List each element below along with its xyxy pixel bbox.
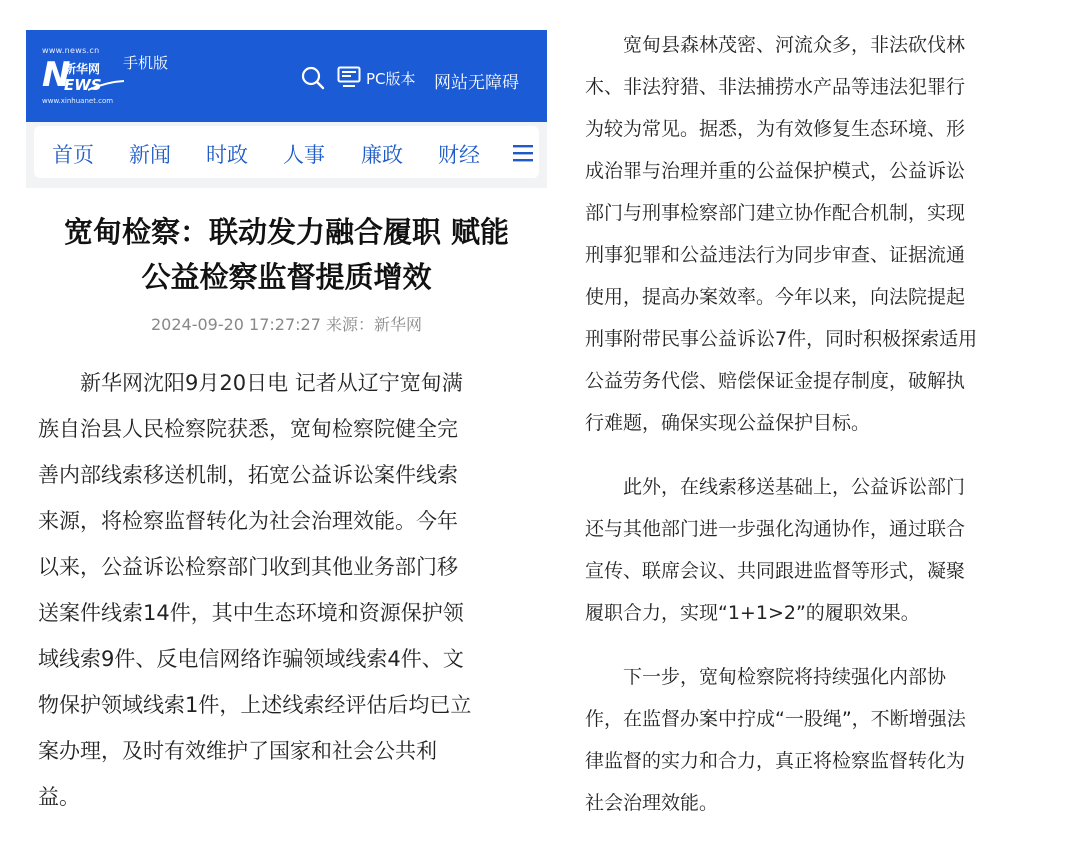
paragraph-line: 律监督的实力和合力，真正将检察监督转化为	[585, 750, 966, 772]
article-paragraph-2	[585, 24, 977, 444]
monitor-icon[interactable]	[337, 66, 361, 88]
publish-timestamp: 2024-09-20 17:27:27	[150, 315, 321, 334]
accessibility-link[interactable]: 网站无障碍	[434, 73, 519, 93]
paragraph-line: 为较为常见。据悉，为有效修复生态环境、形	[585, 118, 966, 140]
paragraph-line: 善内部线索移送机制，拓宽公益诉讼案件线索	[38, 463, 458, 487]
paragraph-line: 物保护领域线索1件，上述线索经评估后均已立	[38, 693, 472, 717]
paragraph-line: 宣传、联席会议、共同跟进监督等形式，凝聚	[585, 560, 966, 582]
article-meta	[26, 312, 547, 335]
paragraph-line: 域线索9件、反电信网络诈骗领域线索4件、文	[38, 647, 464, 671]
nav-item-finance[interactable]: 财经	[438, 143, 480, 167]
paragraph-line: 行难题，确保实现公益保护目标。	[585, 412, 871, 434]
nav-item-politics[interactable]: 时政	[206, 143, 248, 167]
nav-item-integrity[interactable]: 廉政	[361, 143, 403, 167]
nav-item-personnel[interactable]: 人事	[283, 143, 325, 167]
pc-version-link[interactable]: PC版本	[366, 70, 416, 88]
mobile-article-screenshot	[26, 30, 547, 809]
paragraph-line: 使用，提高办案效率。今年以来，向法院提起	[585, 286, 966, 308]
logo-url-top: www.news.cn	[42, 46, 100, 55]
paragraph-line: 宽甸县森林茂密、河流众多，非法砍伐林	[585, 34, 966, 56]
paragraph-line: 送案件线索14件，其中生态环境和资源保护领	[38, 601, 464, 625]
paragraph-line: 族自治县人民检察院获悉，宽甸检察院健全完	[38, 417, 458, 441]
paragraph-line: 履职合力，实现“1+1>2”的履职效果。	[585, 602, 920, 624]
paragraph-line: 新华网沈阳9月20日电 记者从辽宁宽甸满	[38, 371, 463, 395]
paragraph-line: 以来，公益诉讼检察部门收到其他业务部门移	[38, 555, 458, 579]
nav-item-news[interactable]: 新闻	[129, 143, 171, 167]
logo-ews: EWS	[64, 76, 102, 94]
menu-icon[interactable]	[513, 144, 533, 162]
paragraph-line: 社会治理效能。	[585, 792, 719, 814]
paragraph-line: 案办理，及时有效维护了国家和社会公共利	[38, 739, 437, 763]
search-icon[interactable]	[301, 66, 325, 90]
paragraph-line: 木、非法狩猎、非法捕捞水产品等违法犯罪行	[585, 76, 966, 98]
paragraph-line: 刑事附带民事公益诉讼7件，同时积极探索适用	[585, 328, 978, 350]
paragraph-line: 部门与刑事检察部门建立协作配合机制，实现	[585, 202, 966, 224]
paragraph-line: 益。	[38, 785, 80, 809]
title-line: 公益检察监督提质增效	[141, 260, 432, 294]
paragraph-line: 还与其他部门进一步强化沟通协作，通过联合	[585, 518, 966, 540]
logo-letter: N	[42, 55, 71, 95]
paragraph-line: 此外，在线索移送基础上，公益诉讼部门	[585, 476, 966, 498]
paragraph-line: 来源，将检察监督转化为社会治理效能。今年	[38, 509, 458, 533]
channel-nav	[34, 126, 539, 178]
paragraph-line: 作，在监督办案中拧成“一股绳”，不断增强法	[585, 708, 966, 730]
channel-nav-bar	[26, 122, 547, 188]
article-paragraph-4	[585, 656, 966, 824]
logo-chinese-name: 新华网	[64, 62, 101, 76]
paragraph-line: 公益劳务代偿、赔偿保证金提存制度，破解执	[585, 370, 966, 392]
site-header	[26, 30, 547, 122]
paragraph-line: 刑事犯罪和公益违法行为同步审查、证据流通	[585, 244, 966, 266]
nav-item-home[interactable]: 首页	[52, 143, 94, 167]
title-line: 宽甸检察：联动发力融合履职 赋能	[63, 215, 510, 249]
paragraph-line: 成治罪与治理并重的公益保护模式，公益诉讼	[585, 160, 966, 182]
logo-swoosh-icon	[88, 80, 124, 92]
mobile-version-label: 手机版	[123, 54, 169, 72]
paragraph-line: 下一步，宽甸检察院将持续强化内部协	[585, 666, 947, 688]
article-paragraph-3	[585, 466, 965, 634]
article-title	[26, 210, 547, 300]
logo-url-bottom: www.xinhuanet.com	[42, 97, 114, 105]
article-source: 来源：新华网	[326, 315, 423, 334]
article-paragraph-1	[38, 360, 471, 820]
